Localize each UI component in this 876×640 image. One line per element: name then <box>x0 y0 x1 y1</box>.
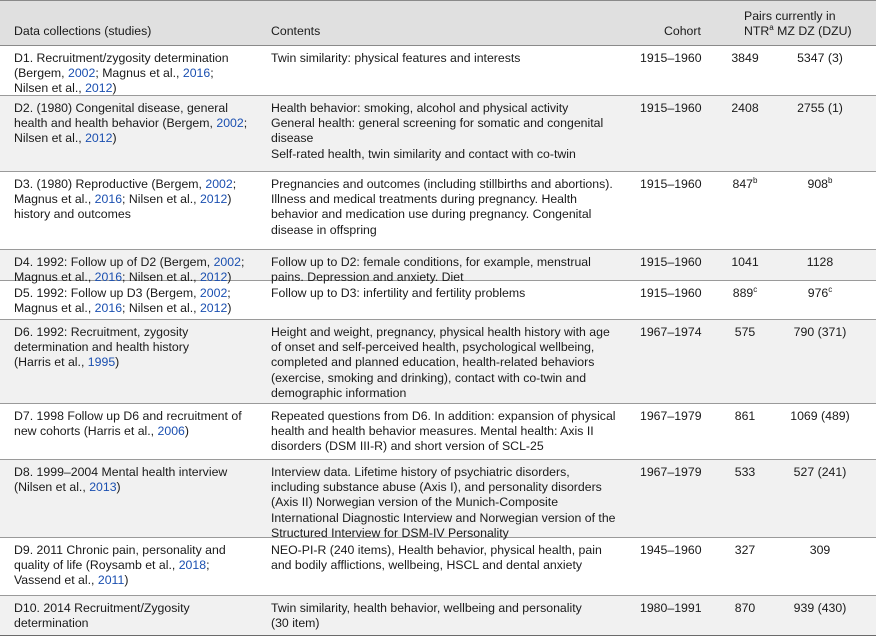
contents-cell <box>271 177 631 238</box>
study-line <box>14 255 254 270</box>
dz-value: 309 <box>809 543 831 557</box>
header-ntr: NTR <box>744 24 770 38</box>
contents-cell <box>271 465 631 541</box>
contents-cell <box>271 51 631 66</box>
study-cell <box>14 465 254 495</box>
study-text: determination and health history <box>14 340 189 355</box>
cohort-cell: 1967–1979 <box>640 409 702 423</box>
dz-value: 2755 (1) <box>797 101 843 115</box>
study-text: Nilsen et al., <box>14 81 86 96</box>
study-text: D2. (1980) Congenital disease, general <box>14 101 228 115</box>
study-text: Magnus et al., <box>14 192 95 207</box>
contents-line: pains. Depression and anxiety. Diet <box>271 270 464 285</box>
study-text: history and outcomes <box>14 207 131 222</box>
contents-line: Twin similarity, health behavior, wellbeing and personality <box>271 601 582 615</box>
table-header <box>0 0 876 46</box>
study-line <box>14 355 254 370</box>
study-text: D7. 1998 Follow up D6 and recruitment of <box>14 409 242 423</box>
study-text: ; <box>243 116 248 131</box>
contents-line: disorders (DSM III-R) and short version of SCL-25 <box>271 439 544 454</box>
study-text: ; Magnus et al., <box>95 66 183 81</box>
citation-year-link[interactable]: 2012 <box>85 131 113 146</box>
contents-cell <box>271 601 631 631</box>
cohort-cell: 1915–1960 <box>640 51 702 65</box>
dz-value: 1069 (489) <box>790 409 850 423</box>
contents-cell <box>271 543 631 573</box>
cohort-cell: 1915–1960 <box>640 101 702 115</box>
dz-pairs-cell <box>770 601 870 616</box>
contents-line: Follow up to D2: female conditions, for example, menstrual <box>271 255 591 269</box>
study-text: Magnus et al., <box>14 301 95 316</box>
study-line <box>14 424 254 439</box>
study-text: ) <box>184 424 189 439</box>
mz-pairs-cell <box>722 51 768 66</box>
mz-value: 575 <box>734 325 756 339</box>
table-row <box>0 172 876 250</box>
cohort-cell: 1967–1974 <box>640 325 702 339</box>
table-row <box>0 404 876 460</box>
study-text: D10. 2014 Recruitment/Zygosity <box>14 601 190 615</box>
cohort-cell: 1945–1960 <box>640 543 702 557</box>
contents-line: NEO-PI-R (240 items), Health behavior, physical health, pain <box>271 543 602 557</box>
citation-year-link[interactable]: 2016 <box>94 301 123 316</box>
dz-pairs-cell <box>770 177 870 192</box>
study-text: ; Nilsen et al., <box>122 192 200 207</box>
cohort-cell: 1915–1960 <box>640 255 702 269</box>
study-text: D9. 2011 Chronic pain, personality and <box>14 543 226 557</box>
citation-year-link[interactable]: 2006 <box>157 424 185 439</box>
study-text: ; <box>210 66 214 81</box>
citation-year-link[interactable]: 2012 <box>199 192 228 207</box>
citation-year-link[interactable]: 2016 <box>182 66 211 81</box>
contents-cell <box>271 325 631 401</box>
study-text: (Bergem, <box>14 66 68 81</box>
contents-line: including substance abuse (Axis I), and personality disorders <box>271 480 602 495</box>
citation-year-link[interactable]: 2011 <box>97 573 125 588</box>
study-text: (Nilsen et al., <box>14 480 90 495</box>
citation-year-link[interactable]: 2002 <box>216 116 244 131</box>
contents-cell <box>271 101 631 162</box>
contents-line: of onset and self-perceived health, psychological wellbeing, <box>271 340 595 355</box>
citation-year-link[interactable]: 2016 <box>94 270 123 285</box>
contents-line: (exercise, smoking and drinking), contact with co-twin and <box>271 370 587 385</box>
header-studies: Data collections (studies) <box>14 24 152 38</box>
study-cell <box>14 177 254 223</box>
study-text: Nilsen et al., <box>14 131 86 146</box>
study-text: ) <box>115 355 120 370</box>
table-row <box>0 538 876 596</box>
citation-year-link[interactable]: 2012 <box>199 270 228 285</box>
citation-year-link[interactable]: 1995 <box>87 355 116 370</box>
study-text: ) <box>227 192 232 207</box>
mz-value: 3849 <box>731 51 759 65</box>
contents-line: disease <box>271 131 314 146</box>
mz-value: 1041 <box>731 255 759 269</box>
mz-value: 889 <box>732 286 754 300</box>
citation-year-link[interactable]: 2012 <box>85 81 113 96</box>
mz-pairs-cell <box>722 409 768 424</box>
mz-value: 870 <box>734 601 756 615</box>
contents-line: Follow up to D3: infertility and fertility problems <box>271 286 526 300</box>
study-text: D6. 1992: Recruitment, zygosity <box>14 325 189 339</box>
mz-pairs-cell <box>722 101 768 116</box>
study-line <box>14 601 254 616</box>
contents-line: Pregnancies and outcomes (including stillbirths and abortions). <box>271 177 613 191</box>
dz-value: 976 <box>807 286 829 300</box>
study-line <box>14 480 254 495</box>
study-text: determination <box>14 616 89 631</box>
dz-pairs-cell <box>770 325 870 340</box>
citation-year-link[interactable]: 2018 <box>178 558 207 573</box>
study-cell <box>14 101 254 147</box>
citation-year-link[interactable]: 2002 <box>213 255 241 269</box>
mz-pairs-cell <box>722 325 768 340</box>
dz-value: 908 <box>807 177 829 191</box>
cohort-cell: 1915–1960 <box>640 286 702 300</box>
study-text: Vassend et al., <box>14 573 98 588</box>
study-text: D3. (1980) Reproductive (Bergem, <box>14 177 206 191</box>
citation-year-link[interactable]: 2002 <box>199 286 228 300</box>
dz-pairs-cell <box>770 51 870 66</box>
contents-line: Interview data. Lifetime history of psychiatric disorders, <box>271 465 570 479</box>
table-row <box>0 46 876 96</box>
study-line <box>14 573 254 588</box>
footnote-marker: c <box>828 284 833 294</box>
contents-line: disease in offspring <box>271 222 377 237</box>
study-text: ; <box>206 558 210 573</box>
study-text: Magnus et al., <box>14 270 95 285</box>
mz-value: 533 <box>734 465 756 479</box>
study-cell <box>14 601 254 631</box>
citation-year-link[interactable]: 2002 <box>68 66 96 81</box>
dz-pairs-cell <box>770 543 870 558</box>
mz-pairs-cell <box>722 543 768 558</box>
mz-value: 2408 <box>731 101 759 115</box>
study-text: (Harris et al., <box>14 355 88 370</box>
header-cohort: Cohort <box>664 24 701 38</box>
dz-value: 1128 <box>806 255 834 269</box>
study-line <box>14 207 254 222</box>
dz-value: 5347 (3) <box>797 51 843 65</box>
cohort-cell: 1967–1979 <box>640 465 702 479</box>
study-text: D8. 1999–2004 Mental health interview <box>14 465 228 479</box>
contents-line: Repeated questions from D6. In addition: expansion of physical <box>271 409 616 423</box>
header-mz-dz: MZ DZ (DZU) <box>773 24 852 38</box>
table-row <box>0 250 876 285</box>
contents-line: completed and planned education, health-related behaviors <box>271 355 595 370</box>
study-text: ) <box>112 131 117 146</box>
study-text: ) <box>112 81 117 96</box>
footnote-marker: b <box>828 175 833 185</box>
study-line <box>14 116 254 131</box>
study-text: ; <box>227 286 231 300</box>
study-text: health and health behavior (Bergem, <box>14 116 217 131</box>
study-text: ) <box>227 301 232 316</box>
mz-pairs-cell <box>722 177 768 192</box>
study-line <box>14 301 254 316</box>
study-text: ; <box>232 177 237 191</box>
dz-pairs-cell <box>770 286 870 301</box>
contents-line: and bodily afflictions, wellbeing, HSCL and dental anxiety <box>271 558 583 573</box>
mz-pairs-cell <box>722 255 768 270</box>
study-line <box>14 543 254 558</box>
contents-line: (Axis II) Norwegian version of the Munich-Composite <box>271 495 559 510</box>
study-line <box>14 81 254 96</box>
dz-pairs-cell <box>770 255 870 270</box>
contents-line: (30 item) <box>271 616 320 631</box>
dz-value: 939 (430) <box>793 601 847 615</box>
study-text: D5. 1992: Follow up D3 (Bergem, <box>14 286 200 300</box>
study-line <box>14 131 254 146</box>
study-line <box>14 340 254 355</box>
cohort-cell: 1915–1960 <box>640 177 702 191</box>
contents-line: Height and weight, pregnancy, physical health history with age <box>271 325 610 339</box>
study-text: ) <box>124 573 129 588</box>
study-line <box>14 177 254 192</box>
contents-cell <box>271 409 631 455</box>
study-text: ; Nilsen et al., <box>122 270 200 285</box>
contents-line: health and health behavior measures. Mental health: Axis II <box>271 424 594 439</box>
footnote-a: a <box>769 22 774 32</box>
contents-line: Health behavior: smoking, alcohol and physical activity <box>271 101 569 115</box>
study-line <box>14 465 254 480</box>
study-text: new cohorts (Harris et al., <box>14 424 158 439</box>
study-line <box>14 192 254 207</box>
citation-year-link[interactable]: 2016 <box>94 192 123 207</box>
contents-line: General health: general screening for somatic and congenital <box>271 116 604 131</box>
dz-pairs-cell <box>770 465 870 480</box>
mz-pairs-cell <box>722 286 768 301</box>
dz-pairs-cell <box>770 409 870 424</box>
contents-line: Illness and medical treatments during pregnancy. Health <box>271 192 577 207</box>
citation-year-link[interactable]: 2002 <box>205 177 233 191</box>
table-row <box>0 460 876 538</box>
mz-value: 861 <box>734 409 756 423</box>
study-text: ) <box>227 270 232 285</box>
study-text: ; Nilsen et al., <box>122 301 200 316</box>
contents-line: behavior and medication use during pregnancy. Congenital <box>271 207 592 222</box>
contents-line: International Diagnostic Interview and Norwegian version of the <box>271 510 616 525</box>
study-line <box>14 616 254 631</box>
table-row <box>0 281 876 320</box>
table-row <box>0 596 876 636</box>
dz-pairs-cell <box>770 101 870 116</box>
cohort-cell: 1980–1991 <box>640 601 702 615</box>
study-cell <box>14 543 254 589</box>
study-line <box>14 409 254 424</box>
study-text: D4. 1992: Follow up of D2 (Bergem, <box>14 255 214 269</box>
dz-value: 527 (241) <box>793 465 847 479</box>
study-text: quality of life (Roysamb et al., <box>14 558 179 573</box>
study-cell <box>14 409 254 439</box>
footnote-marker: c <box>753 284 758 294</box>
citation-year-link[interactable]: 2013 <box>89 480 117 495</box>
study-cell <box>14 51 254 97</box>
table-row <box>0 320 876 404</box>
header-contents: Contents <box>271 24 321 38</box>
study-line <box>14 558 254 573</box>
contents-line: demographic information <box>271 385 407 400</box>
study-cell <box>14 286 254 316</box>
study-text: ; <box>240 255 245 269</box>
contents-line: Structured Interview for DSM-IV Personality <box>271 525 509 540</box>
study-line <box>14 286 254 301</box>
contents-line: Self-rated health, twin similarity and contact with co-twin <box>271 146 576 161</box>
contents-line: Twin similarity: physical features and interests <box>271 51 521 65</box>
mz-value: 847 <box>732 177 754 191</box>
header-pairs: Pairs currently in <box>744 9 836 23</box>
study-text: D1. Recruitment/zygosity determination <box>14 51 229 65</box>
footnote-marker: b <box>753 175 758 185</box>
header-pairs-sub <box>744 24 852 39</box>
dz-value: 790 (371) <box>793 325 847 339</box>
study-line <box>14 101 254 116</box>
table-row <box>0 96 876 172</box>
study-text: ) <box>116 480 121 495</box>
study-line <box>14 325 254 340</box>
mz-pairs-cell <box>722 465 768 480</box>
study-line <box>14 51 254 66</box>
mz-pairs-cell <box>722 601 768 616</box>
contents-cell <box>271 286 631 301</box>
mz-value: 327 <box>734 543 756 557</box>
study-cell <box>14 325 254 371</box>
citation-year-link[interactable]: 2012 <box>199 301 228 316</box>
study-line <box>14 66 254 81</box>
